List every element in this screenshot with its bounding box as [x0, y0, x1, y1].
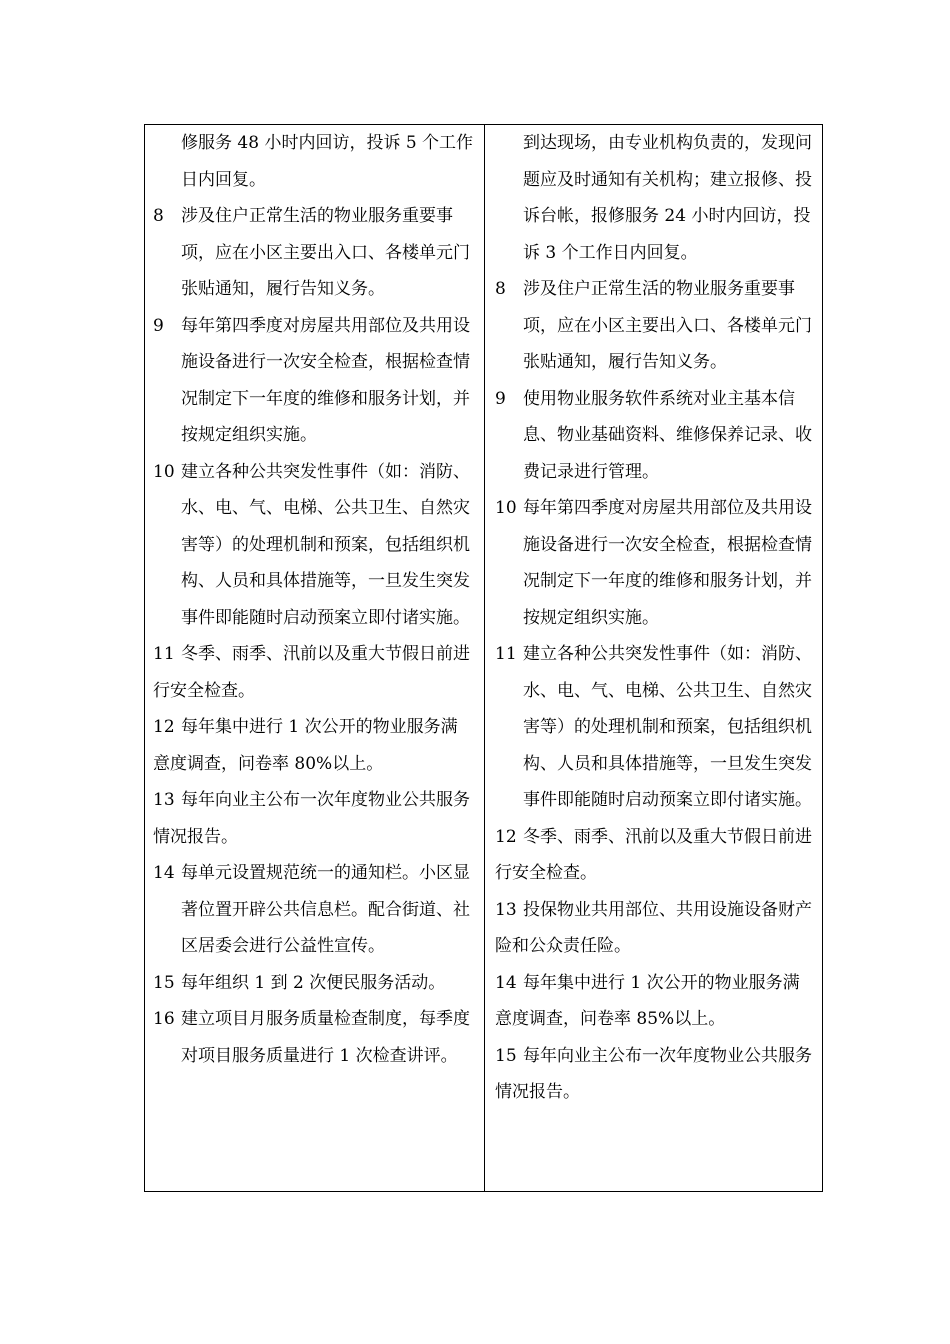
item-text: 建立各种公共突发性事件（如：消防、水、电、气、电梯、公共卫生、自然灾害等）的处理机制和预案，包括组织机构、人员和具体措施等，一旦发生突发事件即能随时启动预案立即付诸实施。 — [523, 644, 812, 810]
item-number: 14 — [153, 863, 175, 883]
item-text: 每年集中进行 1 次公开的物业服务满意度调查，问卷率 85%以上。 — [495, 972, 800, 1029]
list-item — [153, 454, 474, 637]
item-number: 13 — [495, 899, 517, 920]
item-text: 投保物业共用部位、共用设施设备财产险和公众责任险。 — [495, 899, 812, 956]
list-item — [495, 490, 812, 636]
list-item — [153, 709, 474, 782]
list-item — [495, 271, 812, 381]
list-item — [495, 965, 812, 1038]
right-column — [485, 125, 822, 1191]
item-number: 11 — [153, 644, 175, 664]
standards-comparison-table — [144, 124, 823, 1192]
item-text: 冬季、雨季、汛前以及重大节假日前进行安全检查。 — [153, 644, 470, 701]
item-number: 11 — [495, 644, 517, 664]
list-item — [495, 819, 812, 892]
list-item — [153, 855, 474, 965]
list-item — [153, 1001, 474, 1074]
item-number: 12 — [495, 826, 517, 847]
list-item — [153, 782, 474, 855]
item-text: 每单元设置规范统一的通知栏。小区显著位置开辟公共信息栏。配合街道、社区居委会进行公益性宣传。 — [181, 863, 470, 956]
item-number: 15 — [495, 1045, 517, 1066]
list-item — [153, 198, 474, 308]
item-number: 8 — [495, 279, 506, 299]
item-number: 15 — [153, 972, 175, 993]
item-text: 每年向业主公布一次年度物业公共服务情况报告。 — [153, 790, 470, 847]
list-item — [495, 125, 812, 271]
item-text: 建立各种公共突发性事件（如：消防、水、电、气、电梯、公共卫生、自然灾害等）的处理机制和预案，包括组织机构、人员和具体措施等，一旦发生突发事件即能随时启动预案立即付诸实施。 — [181, 461, 470, 628]
item-text: 涉及住户正常生活的物业服务重要事项，应在小区主要出入口、各楼单元门张贴通知，履行告知义务。 — [181, 206, 470, 299]
item-number: 13 — [153, 790, 175, 810]
item-text: 使用物业服务软件系统对业主基本信息、物业基础资料、维修保养记录、收费记录进行管理。 — [523, 388, 812, 482]
list-item — [495, 892, 812, 965]
list-item — [153, 636, 474, 709]
item-number: 9 — [153, 315, 164, 336]
item-text: 每年第四季度对房屋共用部位及共用设施设备进行一次安全检查，根据检查情况制定下一年度的维修和服务计划，并按规定组织实施。 — [181, 315, 470, 445]
item-number: 14 — [495, 972, 517, 993]
list-item — [153, 965, 474, 1002]
list-item — [495, 636, 812, 819]
item-text: 涉及住户正常生活的物业服务重要事项，应在小区主要出入口、各楼单元门张贴通知，履行告知义务。 — [523, 279, 812, 372]
item-text: 建立项目月服务质量检查制度，每季度对项目服务质量进行 1 次检查讲评。 — [181, 1009, 470, 1066]
item-text: 每年向业主公布一次年度物业公共服务情况报告。 — [495, 1045, 812, 1102]
item-number: 9 — [495, 388, 506, 409]
item-number: 12 — [153, 717, 175, 737]
item-text: 修服务 48 小时内回访，投诉 5 个工作日内回复。 — [181, 133, 474, 190]
list-item — [153, 308, 474, 454]
list-item — [495, 381, 812, 491]
left-column — [145, 125, 485, 1191]
item-number: 10 — [153, 461, 175, 482]
item-number: 8 — [153, 206, 164, 226]
item-text: 每年第四季度对房屋共用部位及共用设施设备进行一次安全检查，根据检查情况制定下一年度的维修和服务计划，并按规定组织实施。 — [523, 498, 812, 628]
list-item — [495, 1038, 812, 1111]
item-text: 每年组织 1 到 2 次便民服务活动。 — [181, 972, 446, 993]
item-text: 到达现场，由专业机构负责的，发现问题应及时通知有关机构；建立报修、投诉台帐，报修服务 24 小时内回访，投诉 3 个工作日内回复。 — [523, 133, 812, 263]
item-number: 10 — [495, 498, 517, 518]
item-number: 16 — [153, 1009, 175, 1029]
item-text: 每年集中进行 1 次公开的物业服务满意度调查，问卷率 80%以上。 — [153, 717, 458, 774]
item-text: 冬季、雨季、汛前以及重大节假日前进行安全检查。 — [495, 826, 812, 883]
list-item — [153, 125, 474, 198]
